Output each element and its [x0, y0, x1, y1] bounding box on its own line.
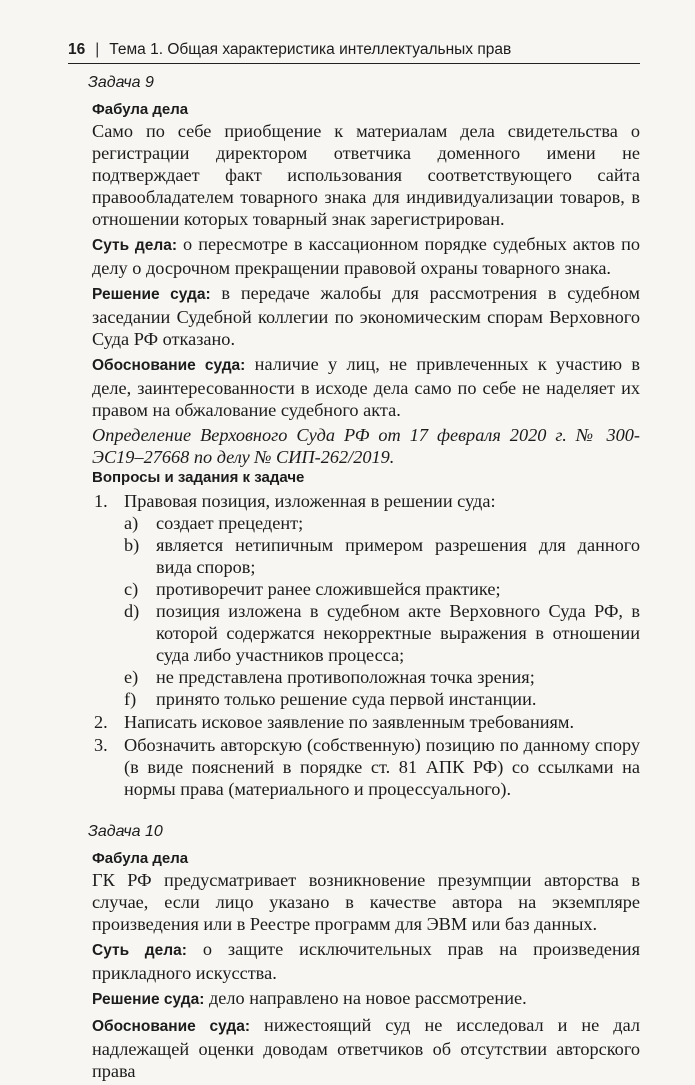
- option-letter: d): [124, 601, 140, 621]
- option-letter: b): [124, 535, 140, 555]
- answer-option: [124, 534, 640, 578]
- answer-option: [124, 600, 640, 666]
- question-number: 1.: [94, 491, 108, 511]
- decision-text: в передаче жалобы для рассмотрения в судебном заседании Судебной коллегии по экономическим спорам Верховного Суда РФ отказано.: [92, 283, 641, 349]
- question-item: [92, 490, 640, 710]
- header-rule: [68, 63, 640, 64]
- task-9-plot-text: Само по себе приобщение к материалам дела свидетельства о регистрации директором ответчика доменного имени не подтверждает факт использования соответствующего сайта правообладателем товарного знака для индивидуализации товаров, в отношении которых товарный знак зарегистрирован.: [92, 121, 640, 229]
- option-letter: e): [124, 667, 139, 687]
- essence-text: о пересмотре в кассационном порядке судебных актов по делу о досрочном прекращении правовой охраны товарного знака.: [92, 234, 640, 278]
- reasoning-text: нижестоящий суд не исследовал и не дал надлежащей оценки доводам ответчиков об отсутствии авторского права: [92, 1015, 640, 1081]
- page-content: [88, 72, 641, 1085]
- task-9-questions-heading: Вопросы и задания к задаче: [92, 469, 305, 486]
- reasoning-label: Обоснование суда:: [92, 357, 246, 374]
- reasoning-label: Обоснование суда:: [92, 1018, 251, 1035]
- task-10-plot-heading: Фабула дела: [92, 850, 189, 867]
- task-10-title: Задача 10: [88, 823, 163, 840]
- option-letter: c): [124, 579, 139, 599]
- section-gap: [92, 801, 640, 821]
- task-10-plot-text: ГК РФ предусматривает возникновение презумпции авторства в случае, если лицо указано в качестве автора на экземпляре произведения или в Реестре программ для ЭВМ или баз данных.: [92, 870, 640, 934]
- option-text: создает прецедент;: [156, 513, 304, 533]
- question-number: 3.: [94, 735, 108, 755]
- header-separator: |: [95, 41, 100, 58]
- question-text: Правовая позиция, изложенная в решении суда:: [124, 491, 496, 511]
- essence-label: Суть дела:: [92, 237, 177, 254]
- question-item: [92, 734, 640, 800]
- option-text: принято только решение суда первой инстанции.: [156, 689, 537, 709]
- question-text: Обозначить авторскую (собственную) позицию по данному спору (в виде пояснений в порядке ст. 81 АПК РФ) со ссылками на нормы права (материального и процессуального).: [124, 735, 640, 799]
- option-letter: f): [124, 689, 137, 709]
- reasoning-text: наличие у лиц, не привлеченных к участию в деле, заинтересованности в исходе дела само по себе не наделяет их правом на обжалование судебного акта.: [92, 354, 640, 420]
- option-text: позиция изложена в судебном акте Верховного Суда РФ, в которой содержатся некорректные выражения в отношении суда либо участников процесса;: [156, 601, 640, 665]
- option-text: является нетипичным примером разрешения для данного вида споров;: [156, 535, 640, 577]
- decision-label: Решение суда:: [92, 991, 205, 1008]
- decision-label: Решение суда:: [92, 286, 211, 303]
- option-text: противоречит ранее сложившейся практике;: [156, 579, 501, 599]
- task-9-title: Задача 9: [88, 74, 154, 91]
- task-10-reasoning: [92, 1014, 640, 1082]
- task-9-reasoning: [92, 353, 640, 421]
- chapter-title: Тема 1. Общая характеристика интеллектуальных прав: [109, 41, 512, 58]
- task-10-decision: [92, 987, 640, 1011]
- answer-option: [124, 666, 640, 688]
- task-9-citation: Определение Верховного Суда РФ от 17 февраля 2020 г. № 300-ЭС19–27668 по делу № СИП-262/2019.: [92, 425, 640, 467]
- task-9-decision: [92, 282, 640, 350]
- running-header: [68, 40, 640, 60]
- decision-text: дело направлено на новое рассмотрение.: [208, 988, 527, 1008]
- question-number: 2.: [94, 712, 108, 732]
- task-9-essence: [92, 233, 640, 279]
- essence-label: Суть дела:: [92, 942, 187, 959]
- questions-list: [92, 490, 640, 800]
- option-text: не представлена противоположная точка зрения;: [156, 667, 535, 687]
- page-number: 16: [68, 41, 86, 58]
- task-9-plot-heading: Фабула дела: [92, 101, 189, 118]
- question-item: [92, 711, 640, 733]
- answer-option: [124, 512, 640, 534]
- answer-option: [124, 688, 640, 710]
- answer-option: [124, 578, 640, 600]
- essence-text: о защите исключительных прав на произведения прикладного искусства.: [92, 939, 640, 983]
- option-letter: a): [124, 513, 139, 533]
- task-10-essence: [92, 938, 640, 984]
- answer-options: [124, 512, 640, 710]
- question-text: Написать исковое заявление по заявленным требованиям.: [124, 712, 575, 732]
